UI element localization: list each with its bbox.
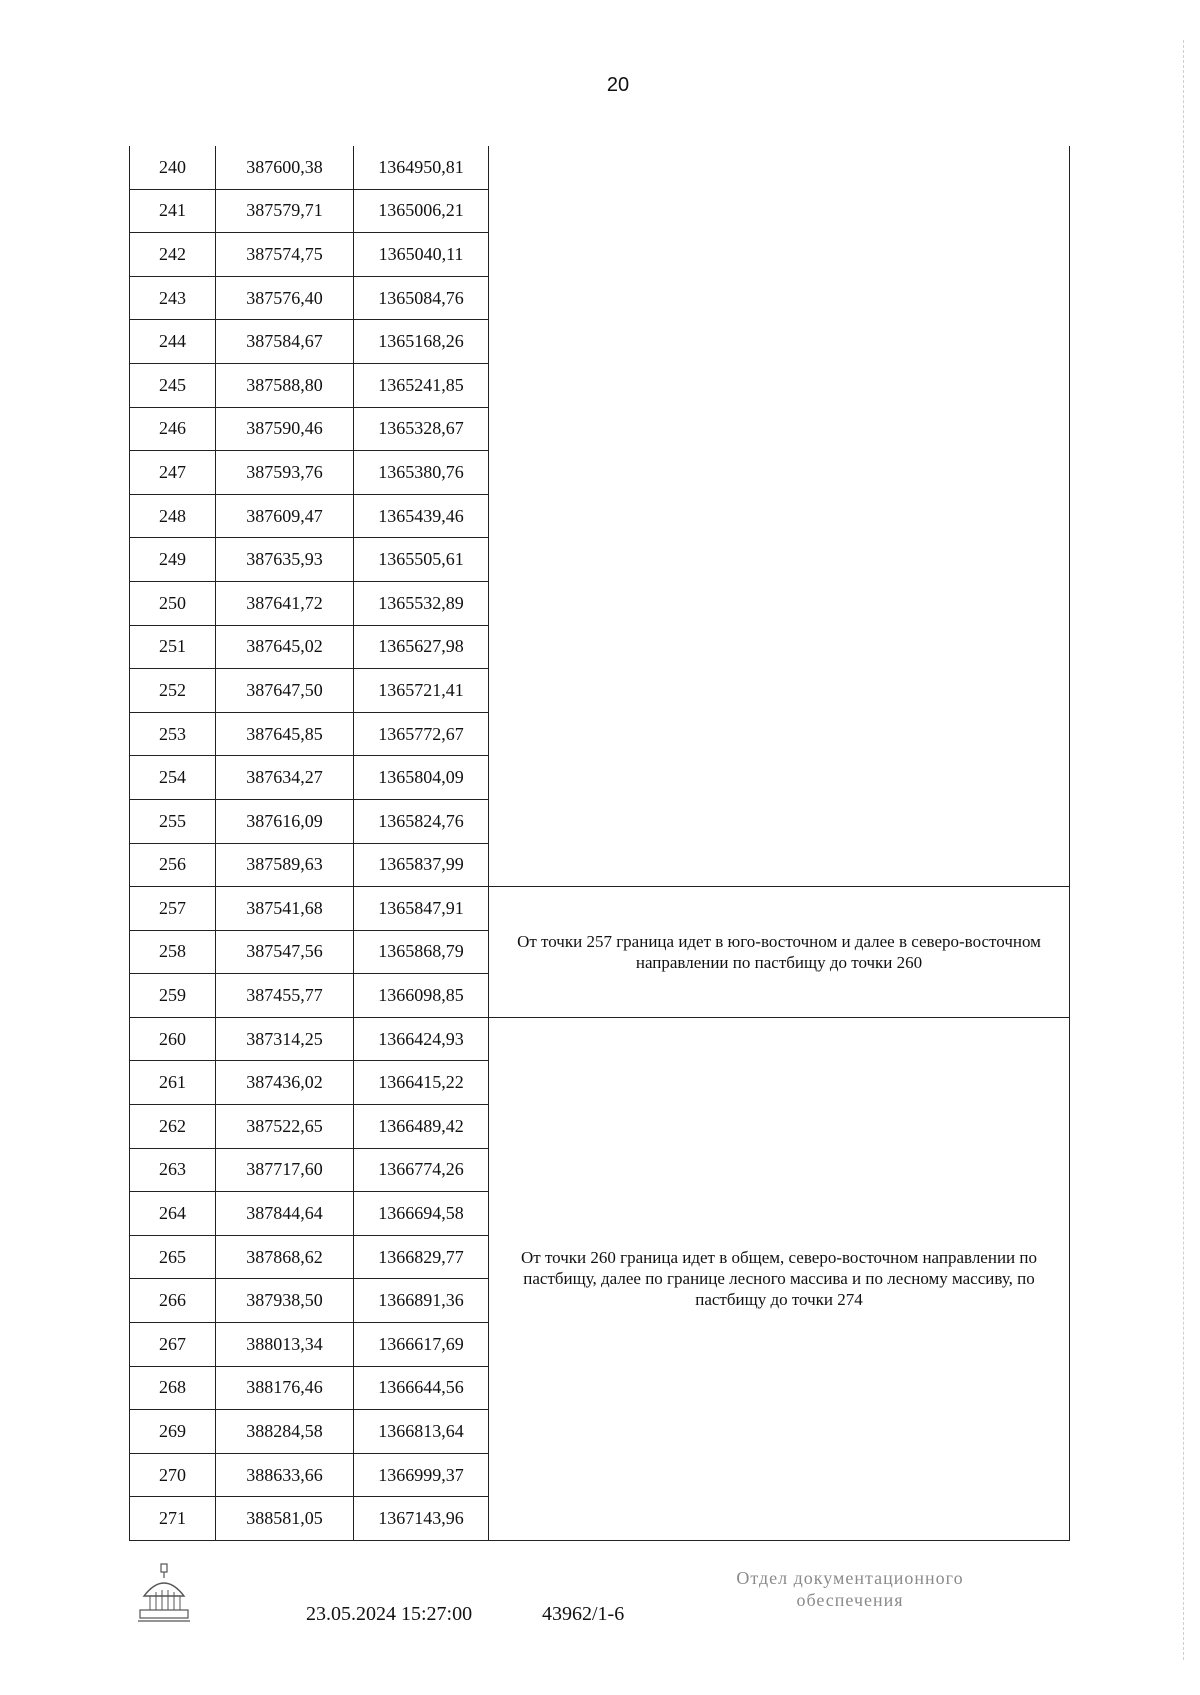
y-coordinate-cell: 1365868,79	[354, 930, 489, 974]
x-coordinate-cell: 387938,50	[216, 1279, 354, 1323]
y-coordinate-cell: 1366644,56	[354, 1366, 489, 1410]
x-coordinate-cell: 387574,75	[216, 233, 354, 277]
x-coordinate-cell: 387522,65	[216, 1105, 354, 1149]
x-coordinate-cell: 388176,46	[216, 1366, 354, 1410]
point-number-cell: 257	[130, 887, 216, 931]
x-coordinate-cell: 387600,38	[216, 146, 354, 189]
point-number-cell: 245	[130, 363, 216, 407]
point-number-cell: 266	[130, 1279, 216, 1323]
y-coordinate-cell: 1365505,61	[354, 538, 489, 582]
footer-datetime: 23.05.2024 15:27:00	[306, 1603, 473, 1625]
point-number-cell: 269	[130, 1410, 216, 1454]
point-number-cell: 264	[130, 1192, 216, 1236]
x-coordinate-cell: 387641,72	[216, 581, 354, 625]
y-coordinate-cell: 1367143,96	[354, 1497, 489, 1541]
y-coordinate-cell: 1366424,93	[354, 1017, 489, 1061]
boundary-description-cell: От точки 257 граница идет в юго-восточном и далее в северо-восточном направлении по пастбищу до точки 260	[489, 887, 1070, 1018]
duma-building-logo-icon	[134, 1562, 194, 1624]
y-coordinate-cell: 1364950,81	[354, 146, 489, 189]
coordinates-table-body	[130, 146, 1070, 1541]
y-coordinate-cell: 1365439,46	[354, 494, 489, 538]
y-coordinate-cell: 1366774,26	[354, 1148, 489, 1192]
point-number-cell: 261	[130, 1061, 216, 1105]
x-coordinate-cell: 387588,80	[216, 363, 354, 407]
point-number-cell: 252	[130, 669, 216, 713]
footer-doc-number: 43962/1-6	[542, 1603, 625, 1625]
y-coordinate-cell: 1365837,99	[354, 843, 489, 887]
y-coordinate-cell: 1366098,85	[354, 974, 489, 1018]
y-coordinate-cell: 1365040,11	[354, 233, 489, 277]
y-coordinate-cell: 1365532,89	[354, 581, 489, 625]
point-number-cell: 241	[130, 189, 216, 233]
y-coordinate-cell: 1366617,69	[354, 1323, 489, 1367]
y-coordinate-cell: 1366813,64	[354, 1410, 489, 1454]
y-coordinate-cell: 1365627,98	[354, 625, 489, 669]
point-number-cell: 248	[130, 494, 216, 538]
point-number-cell: 255	[130, 799, 216, 843]
x-coordinate-cell: 387647,50	[216, 669, 354, 713]
point-number-cell: 259	[130, 974, 216, 1018]
y-coordinate-cell: 1365721,41	[354, 669, 489, 713]
y-coordinate-cell: 1365772,67	[354, 712, 489, 756]
point-number-cell: 242	[130, 233, 216, 277]
point-number-cell: 247	[130, 451, 216, 495]
point-number-cell: 243	[130, 276, 216, 320]
boundary-description-cell	[489, 146, 1070, 887]
department-stamp	[700, 1567, 1000, 1611]
x-coordinate-cell: 387547,56	[216, 930, 354, 974]
table-row	[130, 146, 1070, 189]
x-coordinate-cell: 388581,05	[216, 1497, 354, 1541]
table-row	[130, 887, 1070, 931]
x-coordinate-cell: 387455,77	[216, 974, 354, 1018]
point-number-cell: 270	[130, 1453, 216, 1497]
y-coordinate-cell: 1366415,22	[354, 1061, 489, 1105]
y-coordinate-cell: 1365241,85	[354, 363, 489, 407]
point-number-cell: 267	[130, 1323, 216, 1367]
y-coordinate-cell: 1365804,09	[354, 756, 489, 800]
x-coordinate-cell: 388013,34	[216, 1323, 354, 1367]
point-number-cell: 268	[130, 1366, 216, 1410]
point-number-cell: 262	[130, 1105, 216, 1149]
y-coordinate-cell: 1366489,42	[354, 1105, 489, 1149]
scan-edge-artifact	[1182, 40, 1184, 1660]
point-number-cell: 250	[130, 581, 216, 625]
point-number-cell: 240	[130, 146, 216, 189]
x-coordinate-cell: 387645,02	[216, 625, 354, 669]
y-coordinate-cell: 1366694,58	[354, 1192, 489, 1236]
y-coordinate-cell: 1366999,37	[354, 1453, 489, 1497]
x-coordinate-cell: 387616,09	[216, 799, 354, 843]
y-coordinate-cell: 1365328,67	[354, 407, 489, 451]
x-coordinate-cell: 387844,64	[216, 1192, 354, 1236]
x-coordinate-cell: 387645,85	[216, 712, 354, 756]
y-coordinate-cell: 1365006,21	[354, 189, 489, 233]
x-coordinate-cell: 387584,67	[216, 320, 354, 364]
point-number-cell: 249	[130, 538, 216, 582]
x-coordinate-cell: 387589,63	[216, 843, 354, 887]
point-number-cell: 246	[130, 407, 216, 451]
boundary-description-cell: От точки 260 граница идет в общем, северо-восточном направлении по пастбищу, далее по границе лесного массива и по лесному массиву, по пастбищу до точки 274	[489, 1017, 1070, 1540]
y-coordinate-cell: 1365084,76	[354, 276, 489, 320]
x-coordinate-cell: 388284,58	[216, 1410, 354, 1454]
point-number-cell: 271	[130, 1497, 216, 1541]
x-coordinate-cell: 387868,62	[216, 1235, 354, 1279]
x-coordinate-cell: 387717,60	[216, 1148, 354, 1192]
x-coordinate-cell: 387593,76	[216, 451, 354, 495]
point-number-cell: 258	[130, 930, 216, 974]
point-number-cell: 244	[130, 320, 216, 364]
point-number-cell: 256	[130, 843, 216, 887]
stamp-line-2: обеспечения	[796, 1590, 904, 1610]
point-number-cell: 254	[130, 756, 216, 800]
x-coordinate-cell: 387590,46	[216, 407, 354, 451]
x-coordinate-cell: 387609,47	[216, 494, 354, 538]
y-coordinate-cell: 1365380,76	[354, 451, 489, 495]
x-coordinate-cell: 387314,25	[216, 1017, 354, 1061]
stamp-line-1: Отдел документационного	[736, 1568, 964, 1588]
point-number-cell: 260	[130, 1017, 216, 1061]
x-coordinate-cell: 387634,27	[216, 756, 354, 800]
y-coordinate-cell: 1365824,76	[354, 799, 489, 843]
x-coordinate-cell: 387541,68	[216, 887, 354, 931]
table-row	[130, 1017, 1070, 1061]
page-number: 20	[606, 74, 630, 96]
x-coordinate-cell: 387436,02	[216, 1061, 354, 1105]
y-coordinate-cell: 1365168,26	[354, 320, 489, 364]
y-coordinate-cell: 1366829,77	[354, 1235, 489, 1279]
coordinates-table	[129, 146, 1070, 1541]
x-coordinate-cell: 388633,66	[216, 1453, 354, 1497]
y-coordinate-cell: 1365847,91	[354, 887, 489, 931]
x-coordinate-cell: 387579,71	[216, 189, 354, 233]
y-coordinate-cell: 1366891,36	[354, 1279, 489, 1323]
point-number-cell: 263	[130, 1148, 216, 1192]
x-coordinate-cell: 387635,93	[216, 538, 354, 582]
point-number-cell: 253	[130, 712, 216, 756]
point-number-cell: 251	[130, 625, 216, 669]
point-number-cell: 265	[130, 1235, 216, 1279]
x-coordinate-cell: 387576,40	[216, 276, 354, 320]
